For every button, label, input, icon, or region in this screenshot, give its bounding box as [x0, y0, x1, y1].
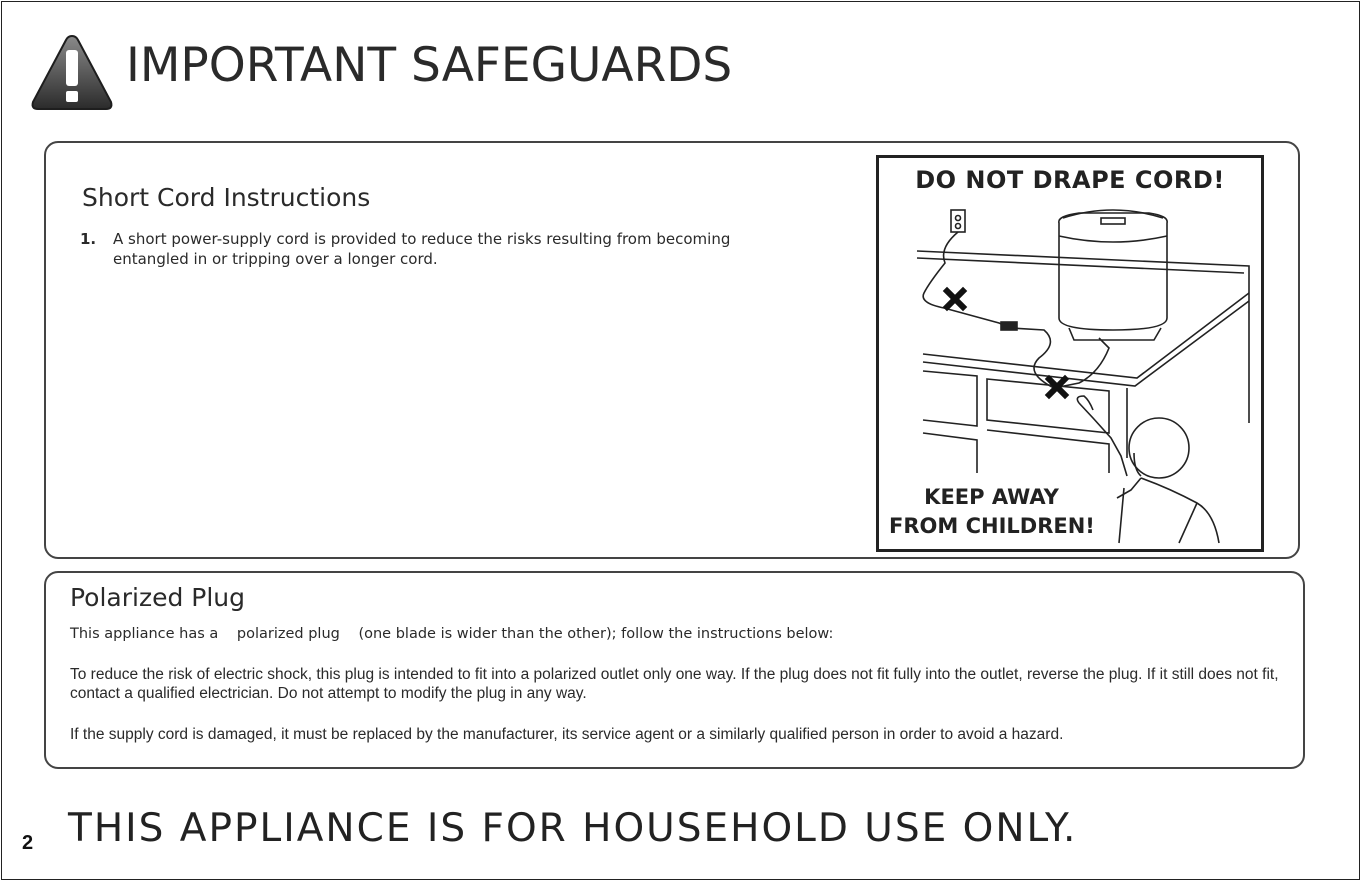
- list-item-number: 1.: [80, 230, 97, 248]
- intro-text-3: (one blade is wider than the other); follow the instructions below:: [358, 626, 834, 642]
- polarized-plug-paragraph-2: If the supply cord is damaged, it must be replaced by the manufacturer, its service agent or a similarly qualified person in order to avoid a hazard.: [70, 726, 1064, 743]
- household-use-notice: THIS APPLIANCE IS FOR HOUSEHOLD USE ONLY.: [68, 806, 1078, 851]
- warning-triangle-icon: [30, 32, 114, 112]
- polarized-plug-intro: [70, 626, 847, 642]
- intro-text-1: This appliance has a: [70, 626, 219, 642]
- page-title: IMPORTANT SAFEGUARDS: [126, 38, 733, 93]
- child-figure-icon: [1129, 418, 1189, 478]
- caption-line-2: FROM CHILDREN!: [889, 514, 1095, 538]
- short-cord-title: Short Cord Instructions: [82, 183, 371, 212]
- polarized-plug-paragraph-1: To reduce the risk of electric shock, this plug is intended to fit into a polarized outlet only one way. If the plug does not fit fully into the outlet, reverse the plug. If it still does not fit, contact a qualified electrician. Do not attempt to modify the plug in any way.: [70, 666, 1279, 702]
- cord-safety-illustration: [876, 155, 1264, 552]
- short-cord-panel: [44, 141, 1300, 559]
- caption-line-1: KEEP AWAY: [924, 485, 1059, 509]
- list-item: [80, 229, 800, 269]
- intro-text-2: polarized plug: [236, 626, 340, 642]
- manual-page: [1, 1, 1360, 880]
- polarized-plug-panel: [44, 571, 1305, 769]
- page-number: 2: [22, 832, 34, 854]
- list-item-text: A short power-supply cord is provided to reduce the risks resulting from becoming entangled in or tripping over a longer cord.: [113, 230, 731, 268]
- polarized-plug-title: Polarized Plug: [70, 583, 246, 612]
- rice-cooker-icon: [1059, 213, 1167, 330]
- illustration-caption-top: DO NOT DRAPE CORD!: [915, 166, 1225, 194]
- illustration-caption-bottom: [889, 483, 1094, 541]
